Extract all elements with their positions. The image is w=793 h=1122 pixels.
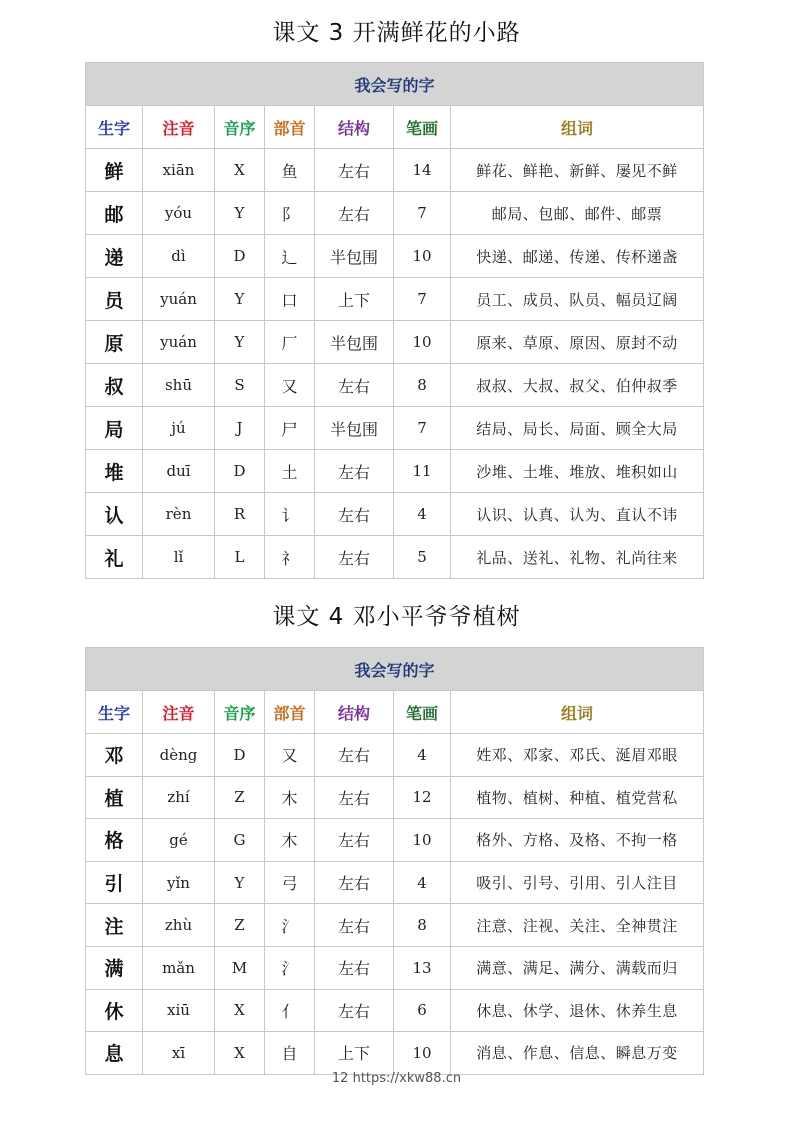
cell-strokes: 7 — [394, 278, 451, 321]
cell-radical: 木 — [265, 776, 315, 819]
cell-structure: 左右 — [315, 776, 394, 819]
cell-char: 引 — [86, 861, 143, 904]
cell-structure: 左右 — [315, 364, 394, 407]
cell-strokes: 5 — [394, 536, 451, 579]
cell-pinyin: yuán — [143, 321, 215, 364]
header-order: 音序 — [215, 691, 265, 734]
table-row — [86, 946, 704, 989]
cell-strokes: 7 — [394, 407, 451, 450]
cell-words: 快递、邮递、传递、传杯递盏 — [451, 235, 704, 278]
cell-words: 姓邓、邓家、邓氏、涎眉邓眼 — [451, 734, 704, 777]
cell-strokes: 4 — [394, 493, 451, 536]
cell-radical: 辶 — [265, 235, 315, 278]
cell-radical: 阝 — [265, 192, 315, 235]
cell-order: M — [215, 946, 265, 989]
cell-words: 原来、草原、原因、原封不动 — [451, 321, 704, 364]
lesson-title: 课文 4 邓小平爷爷植树 — [272, 604, 521, 630]
cell-radical: 厂 — [265, 321, 315, 364]
cell-radical: 木 — [265, 819, 315, 862]
cell-order: S — [215, 364, 265, 407]
cell-structure: 左右 — [315, 861, 394, 904]
cell-strokes: 6 — [394, 989, 451, 1032]
cell-strokes: 10 — [394, 819, 451, 862]
cell-structure: 左右 — [315, 946, 394, 989]
cell-words: 鲜花、鲜艳、新鲜、屡见不鲜 — [451, 149, 704, 192]
cell-strokes: 10 — [394, 321, 451, 364]
cell-pinyin: xiān — [143, 149, 215, 192]
table-row — [86, 861, 704, 904]
cell-order: L — [215, 536, 265, 579]
cell-strokes: 4 — [394, 734, 451, 777]
header-char: 生字 — [86, 691, 143, 734]
cell-strokes: 12 — [394, 776, 451, 819]
cell-strokes: 10 — [394, 1032, 451, 1075]
header-pinyin: 注音 — [143, 106, 215, 149]
cell-pinyin: rèn — [143, 493, 215, 536]
cell-pinyin: zhù — [143, 904, 215, 947]
cell-char: 邓 — [86, 734, 143, 777]
cell-pinyin: duī — [143, 450, 215, 493]
cell-words: 叔叔、大叔、叔父、伯仲叔季 — [451, 364, 704, 407]
cell-order: R — [215, 493, 265, 536]
cell-structure: 左右 — [315, 819, 394, 862]
cell-pinyin: xī — [143, 1032, 215, 1075]
header-strokes: 笔画 — [394, 106, 451, 149]
cell-strokes: 14 — [394, 149, 451, 192]
table-row — [86, 536, 704, 579]
cell-words: 消息、作息、信息、瞬息万变 — [451, 1032, 704, 1075]
cell-order: Y — [215, 192, 265, 235]
cell-char: 认 — [86, 493, 143, 536]
cell-order: X — [215, 149, 265, 192]
table-row — [86, 734, 704, 777]
table-row — [86, 819, 704, 862]
header-pinyin: 注音 — [143, 691, 215, 734]
table-row — [86, 1032, 704, 1075]
cell-words: 满意、满足、满分、满载而归 — [451, 946, 704, 989]
table-row — [86, 149, 704, 192]
cell-structure: 左右 — [315, 149, 394, 192]
cell-radical: 弓 — [265, 861, 315, 904]
cell-words: 员工、成员、队员、幅员辽阔 — [451, 278, 704, 321]
header-words: 组词 — [451, 691, 704, 734]
table-row — [86, 776, 704, 819]
cell-radical: 亻 — [265, 989, 315, 1032]
cell-words: 沙堆、土堆、堆放、堆积如山 — [451, 450, 704, 493]
cell-pinyin: jú — [143, 407, 215, 450]
header-structure: 结构 — [315, 691, 394, 734]
cell-char: 休 — [86, 989, 143, 1032]
cell-pinyin: lǐ — [143, 536, 215, 579]
cell-structure: 左右 — [315, 493, 394, 536]
cell-structure: 左右 — [315, 536, 394, 579]
cell-strokes: 4 — [394, 861, 451, 904]
cell-char: 息 — [86, 1032, 143, 1075]
table-band-heading: 我会写的字 — [86, 648, 704, 691]
table-row — [86, 278, 704, 321]
cell-radical: 氵 — [265, 904, 315, 947]
cell-radical: 尸 — [265, 407, 315, 450]
cell-order: X — [215, 1032, 265, 1075]
cell-order: Z — [215, 776, 265, 819]
cell-words: 认识、认真、认为、直认不讳 — [451, 493, 704, 536]
page-footer: 12 https://xkw88.cn — [331, 1071, 462, 1086]
cell-char: 满 — [86, 946, 143, 989]
header-radical: 部首 — [265, 106, 315, 149]
cell-radical: 氵 — [265, 946, 315, 989]
cell-pinyin: dì — [143, 235, 215, 278]
cell-order: Y — [215, 321, 265, 364]
cell-char: 鲜 — [86, 149, 143, 192]
cell-words: 邮局、包邮、邮件、邮票 — [451, 192, 704, 235]
cell-char: 递 — [86, 235, 143, 278]
cell-words: 礼品、送礼、礼物、礼尚往来 — [451, 536, 704, 579]
table-row — [86, 407, 704, 450]
lesson-title: 课文 3 开满鲜花的小路 — [272, 20, 521, 46]
header-order: 音序 — [215, 106, 265, 149]
cell-char: 植 — [86, 776, 143, 819]
cell-words: 植物、植树、种植、植党营私 — [451, 776, 704, 819]
cell-char: 注 — [86, 904, 143, 947]
cell-pinyin: yǐn — [143, 861, 215, 904]
cell-radical: 又 — [265, 734, 315, 777]
cell-structure: 左右 — [315, 989, 394, 1032]
cell-strokes: 7 — [394, 192, 451, 235]
cell-strokes: 8 — [394, 904, 451, 947]
cell-pinyin: dèng — [143, 734, 215, 777]
cell-words: 注意、注视、关注、全神贯注 — [451, 904, 704, 947]
cell-structure: 上下 — [315, 1032, 394, 1075]
cell-strokes: 11 — [394, 450, 451, 493]
table-row — [86, 321, 704, 364]
cell-pinyin: xiū — [143, 989, 215, 1032]
cell-order: D — [215, 450, 265, 493]
table-row — [86, 192, 704, 235]
cell-char: 邮 — [86, 192, 143, 235]
cell-order: X — [215, 989, 265, 1032]
cell-radical: 讠 — [265, 493, 315, 536]
table-row — [86, 364, 704, 407]
cell-char: 格 — [86, 819, 143, 862]
cell-order: J — [215, 407, 265, 450]
cell-structure: 左右 — [315, 192, 394, 235]
cell-words: 吸引、引号、引用、引人注目 — [451, 861, 704, 904]
cell-structure: 上下 — [315, 278, 394, 321]
cell-pinyin: mǎn — [143, 946, 215, 989]
table-row — [86, 450, 704, 493]
cell-radical: 土 — [265, 450, 315, 493]
cell-words: 格外、方格、及格、不拘一格 — [451, 819, 704, 862]
cell-order: Y — [215, 278, 265, 321]
header-strokes: 笔画 — [394, 691, 451, 734]
cell-radical: 自 — [265, 1032, 315, 1075]
header-radical: 部首 — [265, 691, 315, 734]
cell-radical: 礻 — [265, 536, 315, 579]
cell-char: 局 — [86, 407, 143, 450]
header-words: 组词 — [451, 106, 704, 149]
character-table — [85, 647, 704, 1075]
cell-char: 礼 — [86, 536, 143, 579]
cell-strokes: 13 — [394, 946, 451, 989]
cell-structure: 左右 — [315, 450, 394, 493]
cell-words: 结局、局长、局面、顾全大局 — [451, 407, 704, 450]
cell-structure: 半包围 — [315, 407, 394, 450]
cell-order: Y — [215, 861, 265, 904]
cell-radical: 又 — [265, 364, 315, 407]
table-row — [86, 235, 704, 278]
cell-pinyin: yuán — [143, 278, 215, 321]
cell-structure: 左右 — [315, 734, 394, 777]
table-row — [86, 493, 704, 536]
cell-pinyin: shū — [143, 364, 215, 407]
table-band-heading: 我会写的字 — [86, 63, 704, 106]
cell-structure: 半包围 — [315, 321, 394, 364]
cell-char: 堆 — [86, 450, 143, 493]
character-table — [85, 62, 704, 579]
cell-radical: 鱼 — [265, 149, 315, 192]
header-structure: 结构 — [315, 106, 394, 149]
cell-order: D — [215, 734, 265, 777]
cell-words: 休息、休学、退休、休养生息 — [451, 989, 704, 1032]
cell-order: Z — [215, 904, 265, 947]
cell-pinyin: gé — [143, 819, 215, 862]
cell-radical: 口 — [265, 278, 315, 321]
cell-char: 叔 — [86, 364, 143, 407]
cell-char: 原 — [86, 321, 143, 364]
cell-pinyin: yóu — [143, 192, 215, 235]
cell-structure: 左右 — [315, 904, 394, 947]
cell-pinyin: zhí — [143, 776, 215, 819]
cell-strokes: 10 — [394, 235, 451, 278]
cell-strokes: 8 — [394, 364, 451, 407]
cell-order: D — [215, 235, 265, 278]
cell-char: 员 — [86, 278, 143, 321]
cell-order: G — [215, 819, 265, 862]
cell-structure: 半包围 — [315, 235, 394, 278]
header-char: 生字 — [86, 106, 143, 149]
table-row — [86, 989, 704, 1032]
table-row — [86, 904, 704, 947]
